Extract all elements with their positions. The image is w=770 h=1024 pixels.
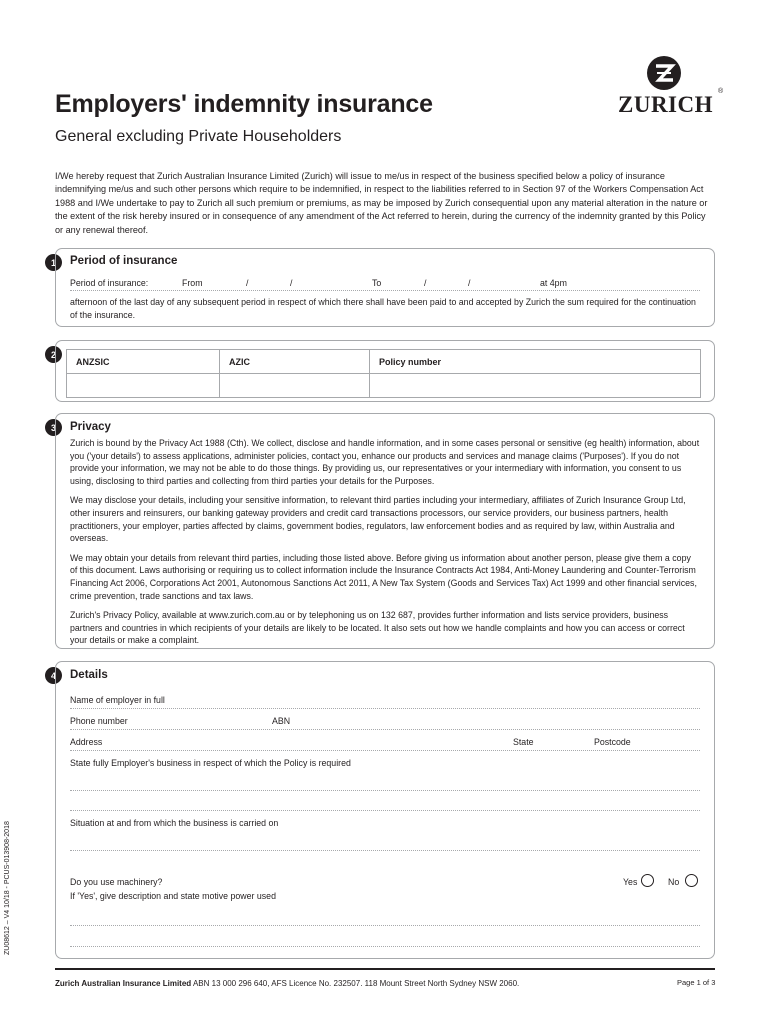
date-separator: / [468,278,471,288]
registered-mark: ® [718,88,724,95]
time-label: at 4pm [540,278,567,288]
section-number-badge: 4 [45,667,62,684]
machinery-description-field[interactable] [70,925,700,926]
date-separator: / [424,278,427,288]
page-title: Employers' indemnity insurance [55,90,433,118]
section-number-badge: 3 [45,419,62,436]
situation-label: Situation at and from which the business is carried on [70,818,279,828]
azic-header: AZIC [220,350,370,374]
date-separator: / [246,278,249,288]
section-title: Privacy [70,421,111,433]
privacy-paragraph: We may obtain your details from relevant third parties, including those listed above. Before giving us information about another person, please give them a copy of this document. Laws authorising or requiring us to collect information include the Insurance Contracts Act 1984, Anti-Money Laundering and Counter-Terrorism Financing Act 2006, Corporations Act 2001, Autonomous Sanctions Act 2011, A New Tax System (Goods and Services Tax) Act 1999 and other financial services, crime prevention, trade sanctions and tax laws. [70,552,697,601]
privacy-text [70,437,700,647]
privacy-paragraph: Zurich is bound by the Privacy Act 1988 (Cth). We collect, disclose and handle information, and in some cases personal or sensitive (eg health) information, about you ('your details') to assess applications, administer policies, contact you, enhance our products and services and manage claims ('Purposes'). If you do not provide your information, we may not be able to do those things. By providing us, our representatives or your intermediary with information, you consent to us using, disclosing to third parties and collecting from third parties your details for the Purposes. [70,438,700,486]
section-title: Period of insurance [70,255,178,267]
azic-field[interactable] [220,374,370,398]
policy-number-field[interactable] [370,374,701,398]
employer-name-label: Name of employer in full [70,695,165,705]
document-code: ZU08612 – V4 10/18 - PCUS-013908-2018 [4,821,11,955]
zurich-logo-icon [646,55,682,91]
page-number: Page 1 of 3 [677,978,716,987]
employer-name-field[interactable] [70,708,700,709]
postcode-label: Postcode [594,737,631,747]
privacy-paragraph: Zurich's Privacy Policy, available at www.zurich.com.au or by telephoning us on 132 687, provides further information and lists service providers, business partners and countries in which recipients of your details are likely to be located. It also sets out how we handle complaints and how you can access or correct your details or make a complaint. [70,610,685,646]
business-field[interactable] [70,790,700,791]
business-label: State fully Employer's business in respect of which the Policy is required [70,758,351,768]
anzsic-header: ANZSIC [67,350,220,374]
abn-label: ABN [272,716,291,726]
no-radio[interactable] [685,874,698,887]
anzsic-field[interactable] [67,374,220,398]
to-label: To [372,278,382,288]
page-subtitle: General excluding Private Householders [55,128,342,145]
business-field[interactable] [70,810,700,811]
phone-abn-field[interactable] [70,729,700,730]
machinery-label: Do you use machinery? [70,877,163,887]
footer-text [55,979,519,988]
yes-label: Yes [623,877,638,887]
no-label: No [668,877,680,887]
brand-wordmark: ZURICH [618,92,714,117]
continuation-text: afternoon of the last day of any subsequent period in respect of which there shall have been paid to and accepted by Zurich the sum required for the continuation of the insurance. [70,297,696,320]
situation-field[interactable] [70,850,700,851]
phone-label: Phone number [70,716,128,726]
from-label: From [182,278,203,288]
yes-radio[interactable] [641,874,654,887]
section-number-badge: 2 [45,346,62,363]
privacy-paragraph: We may disclose your details, including your sensitive information, to relevant third parties including your intermediary, affiliates of Zurich Insurance Group Ltd, other insurers and reinsurers, our banking gateway providers and credit card transactions processors, our service providers, our business partners, health practitioners, your employer, parties affected by claims, government bodies, regulators, law enforcement bodies and as required by law, within Australia and overseas. [70,495,686,544]
address-field[interactable] [70,750,700,751]
footer-divider [55,968,715,970]
intro-paragraph: I/We hereby request that Zurich Australian Insurance Limited (Zurich) will issue to me/us in respect of the business specified below a policy of insurance indemnifying me/us and such other persons which require to be indemnified, in respect to the liabilities referred to in Section 97 of the Workers Compensation Act 1988 and I/We undertake to pay to Zurich all such premium or premiums, as may be imposed by Zurich consequential upon any material alteration in the nature or the extent of the risk hereby insured or in consequence of any amendment of the Act referred to herein, during the currency of the indemnity granted by this Policy or any renewal thereof. [55,171,708,235]
machinery-description-label: If 'Yes', give description and state motive power used [70,891,276,901]
machinery-description-field[interactable] [70,946,700,947]
state-label: State [513,737,534,747]
address-label: Address [70,737,103,747]
period-label: Period of insurance: [70,278,149,288]
codes-table [66,349,701,398]
date-separator: / [290,278,293,288]
period-input-line[interactable] [70,290,700,291]
section-title: Details [70,669,108,681]
footer-company: Zurich Australian Insurance Limited [55,979,192,988]
section-number-badge: 1 [45,254,62,271]
footer-details: ABN 13 000 296 640, AFS Licence No. 232507. 118 Mount Street North Sydney NSW 2060. [191,979,520,988]
policy-number-header: Policy number [370,350,701,374]
